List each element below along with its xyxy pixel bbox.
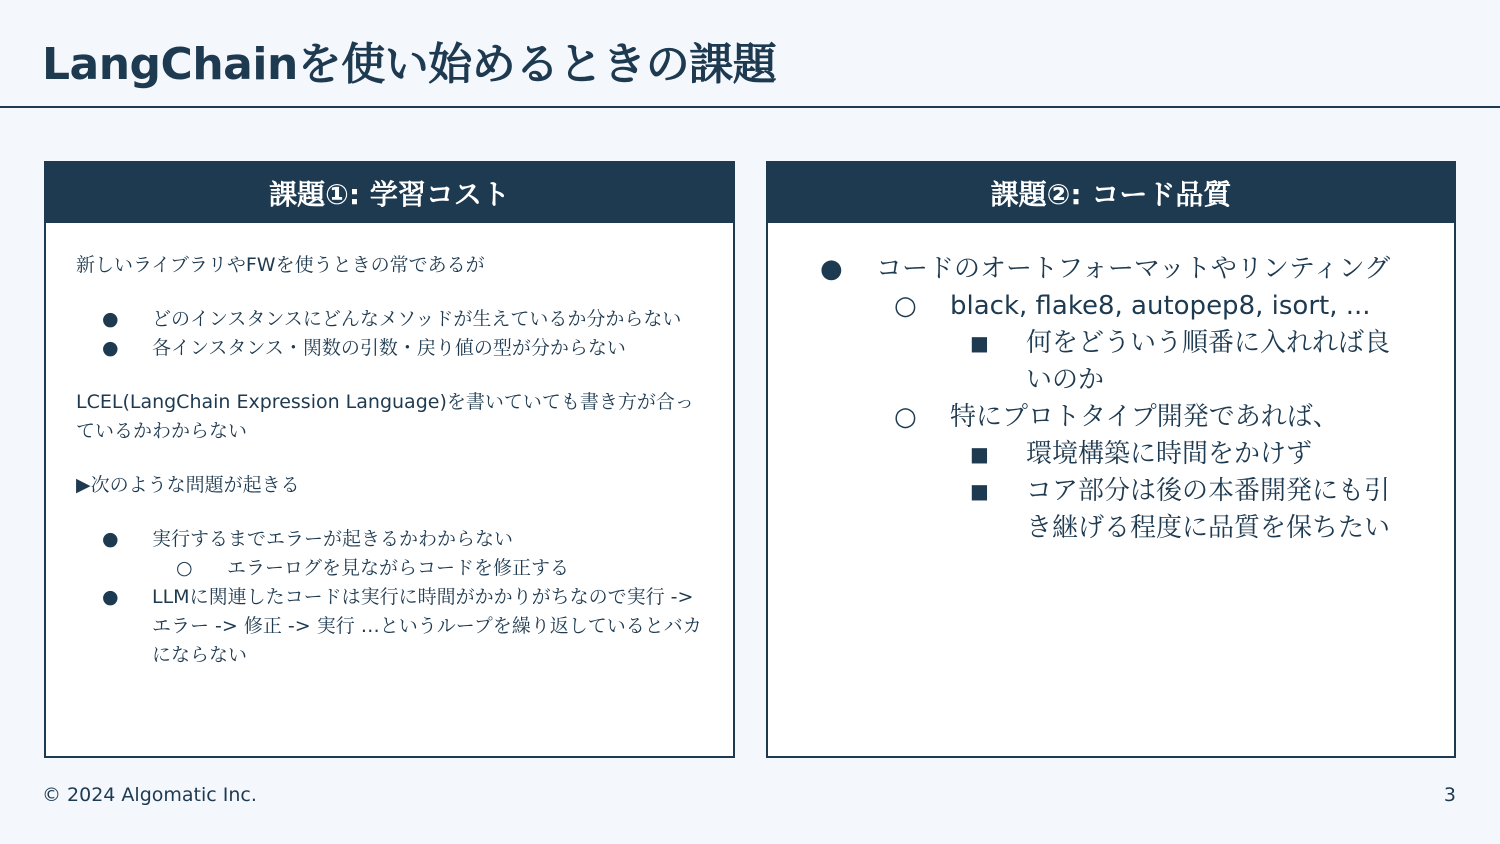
sub-list-item: [76, 554, 703, 583]
panel-body: [46, 223, 733, 670]
list-item: [76, 334, 703, 363]
problems-lead: ▶次のような問題が起きる: [76, 474, 300, 496]
bullet-disc-icon: ●: [102, 337, 119, 359]
list-item: [76, 525, 703, 554]
panel-code-quality: [766, 161, 1456, 758]
list-item-text: LLMに関連したコードは実行に時間がかかりがちなので実行 -> エラー -> 修正 -> 実行 …というループを繰り返しているとバカにならない: [152, 586, 702, 666]
quality-list: [798, 251, 1414, 547]
problems-list: [76, 525, 703, 670]
list-item: [76, 583, 703, 670]
bullet-disc-icon: ●: [102, 308, 119, 330]
page-number: 3: [1443, 784, 1456, 806]
list-item-text: 実行するまでエラーが起きるかわからない: [152, 528, 514, 550]
lcel-text: LCEL(LangChain Expression Language)を書いていても書き方が合っているかわからない: [76, 391, 694, 442]
sub-sub-list-item: [798, 325, 1414, 399]
sub-list-item: [798, 288, 1414, 325]
list-item: [76, 305, 703, 334]
bullet-disc-icon: ●: [820, 254, 843, 284]
page-title: LangChainを使い始めるときの課題: [42, 39, 777, 90]
panel-body: [768, 223, 1454, 547]
bullet-square-icon: ■: [970, 331, 989, 355]
list-item-text: コア部分は後の本番開発にも引き継げる程度に品質を保ちたい: [1026, 476, 1391, 543]
sub-list-item: [798, 399, 1414, 436]
bullet-square-icon: ■: [970, 442, 989, 466]
unknowns-list: [76, 305, 703, 363]
sub-sub-list-item: [798, 473, 1414, 547]
panel-learning-cost: [44, 161, 735, 758]
list-item-text: どのインスタンスにどんなメソッドが生えているか分からない: [152, 308, 682, 330]
list-item-text: 環境構築に時間をかけず: [1026, 439, 1313, 469]
bullet-circle-icon: ○: [176, 557, 193, 579]
list-item-text: 何をどういう順番に入れれば良いのか: [1026, 328, 1391, 395]
list-item-text: 各インスタンス・関数の引数・戻り値の型が分からない: [152, 337, 626, 359]
bullet-square-icon: ■: [970, 479, 989, 503]
list-item-text: 特にプロトタイプ開発であれば、: [950, 402, 1339, 432]
panel-heading: 課題①: 学習コスト: [46, 163, 733, 223]
bullet-disc-icon: ●: [102, 586, 119, 608]
sub-sub-list-item: [798, 436, 1414, 473]
list-item-text: コードのオートフォーマットやリンティング: [876, 254, 1391, 284]
slide-header: [0, 0, 1500, 108]
intro-text: 新しいライブラリやFWを使うときの常であるが: [76, 254, 485, 276]
copyright-text: © 2024 Algomatic Inc.: [42, 784, 257, 806]
list-item-text: エラーログを見ながらコードを修正する: [227, 557, 570, 579]
bullet-circle-icon: ○: [894, 291, 917, 321]
list-item: [798, 251, 1414, 288]
bullet-circle-icon: ○: [894, 402, 917, 432]
panel-heading: 課題②: コード品質: [768, 163, 1454, 223]
bullet-disc-icon: ●: [102, 528, 119, 550]
list-item-text: black, flake8, autopep8, isort, ...: [950, 291, 1371, 321]
